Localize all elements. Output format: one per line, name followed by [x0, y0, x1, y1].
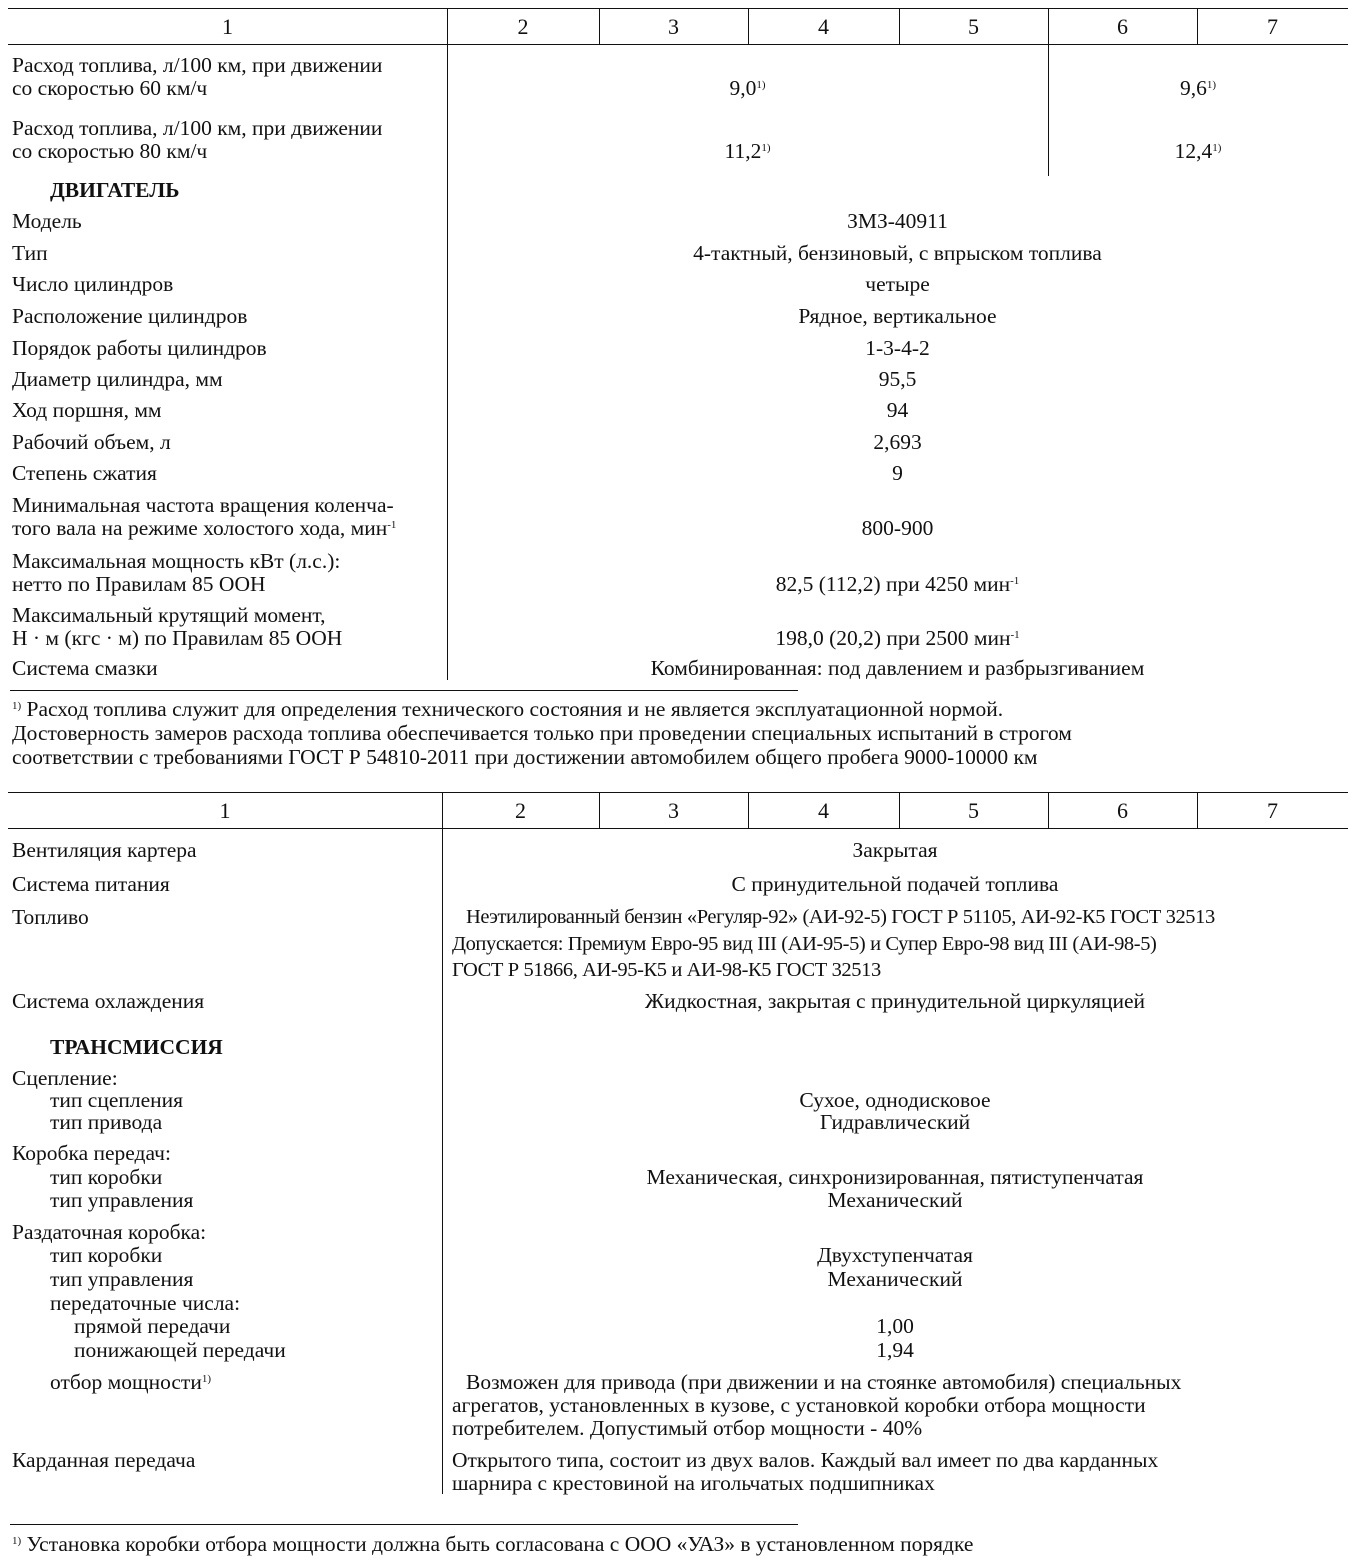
- fuel-80-label-line2: со скоростью 80 км/ч: [12, 139, 208, 163]
- row-gearbox-type-label: тип коробки: [50, 1165, 163, 1189]
- row-transfer-label: Раздаточная коробка:: [12, 1220, 207, 1244]
- row-direct-gear-label: прямой передачи: [74, 1314, 231, 1338]
- row-torque-label-line1: Максимальный крутящий момент,: [12, 603, 326, 627]
- row-displacement-label: Рабочий объем, л: [12, 430, 171, 454]
- row-fuel-value-line1: Неэтилированный бензин «Регуляр-92» (АИ-92-5) ГОСТ Р 51105, АИ-92-К5 ГОСТ 32513: [466, 906, 1215, 928]
- row-fuel-system-value: С принудительной подачей топлива: [731, 872, 1059, 896]
- row-fuel-label: Топливо: [12, 905, 89, 929]
- row-torque-value: 198,0 (20,2) при 2500 мин$^{-1}$: [775, 626, 1020, 650]
- row-fuel-system-label: Система питания: [12, 872, 170, 896]
- col-header-1: 1: [219, 798, 231, 823]
- row-power-label-line2: нетто по Правилам 85 ООН: [12, 572, 266, 596]
- row-clutch-label: Сцепление:: [12, 1066, 118, 1090]
- row-fuel-value-line2: Допускается: Премиум Евро-95 вид III (АИ-95-5) и Супер Евро-98 вид III (АИ-98-5): [452, 933, 1157, 955]
- col-header-1: 1: [222, 14, 233, 39]
- row-fuel-value-line3: ГОСТ Р 51866, АИ-95-К5 и АИ-98-К5 ГОСТ 32513: [452, 959, 881, 981]
- col-header-5: 5: [968, 798, 979, 823]
- col-header-4: 4: [818, 14, 829, 39]
- col-header-3: 3: [668, 798, 679, 823]
- fuel-60-label-line1: Расход топлива, л/100 км, при движении: [12, 53, 383, 77]
- row-clutch-type-value: Сухое, однодисковое: [799, 1088, 991, 1112]
- row-clutch-drive-label: тип привода: [50, 1110, 163, 1134]
- row-power-label-line1: Максимальная мощность кВт (л.с.):: [12, 549, 341, 573]
- footnote-2-rule: [10, 1524, 798, 1525]
- row-cylinders-label: Число цилиндров: [12, 272, 174, 296]
- section-engine-title: ДВИГАТЕЛЬ: [50, 178, 180, 202]
- row-idle-value: 800-900: [861, 516, 934, 540]
- row-idle-label-line1: Минимальная частота вращения коленча-: [12, 493, 394, 517]
- row-displacement-value: 2,693: [873, 430, 922, 454]
- table-2-col-divider: [442, 792, 443, 1494]
- row-pto-label: отбор мощности$^{1)}$: [50, 1370, 211, 1394]
- col-header-4: 4: [818, 798, 829, 823]
- row-cardan-label: Карданная передача: [12, 1448, 196, 1472]
- row-stroke-label: Ход поршня, мм: [12, 398, 162, 422]
- col-header-3: 3: [668, 14, 679, 39]
- section-transmission-title: ТРАНСМИССИЯ: [50, 1035, 223, 1059]
- col-header-7: 7: [1267, 798, 1278, 823]
- row-clutch-type-label: тип сцепления: [50, 1088, 184, 1112]
- row-transfer-control-value: Механический: [827, 1267, 963, 1291]
- row-type-value: 4-тактный, бензиновый, с впрыском топлива: [693, 241, 1102, 265]
- row-ventilation-label: Вентиляция картера: [12, 838, 197, 862]
- row-lubrication-value: Комбинированная: под давлением и разбрызгиванием: [650, 656, 1145, 680]
- row-bore-label: Диаметр цилиндра, мм: [12, 367, 223, 391]
- row-model-value: ЗМЗ-40911: [847, 209, 948, 233]
- fuel-60-value-b: 9,6$^{1)}$: [1179, 76, 1217, 100]
- row-transfer-control-label: тип управления: [50, 1267, 194, 1291]
- fuel-60-value-a: 9,0$^{1)}$: [729, 76, 766, 100]
- row-torque-label-line2: Н · м (кгс · м) по Правилам 85 ООН: [12, 626, 343, 650]
- col-header-6: 6: [1117, 14, 1128, 39]
- footnote-1-rule: [10, 690, 798, 691]
- col-header-5: 5: [968, 14, 979, 39]
- row-cardan-value-line1: Открытого типа, состоит из двух валов. Каждый вал имеет по два карданных: [452, 1448, 1159, 1472]
- row-firing-order-label: Порядок работы цилиндров: [12, 336, 267, 360]
- row-lubrication-label: Система смазки: [12, 656, 158, 680]
- footnote-1-line1: $^{1)}$ Расход топлива служит для определения технического состояния и не является эксплуатационной нормой.: [12, 697, 1004, 721]
- footnote-1-line3: соответствии с требованиями ГОСТ Р 54810-2011 при достижении автомобилем общего пробега 9000-10000 км: [12, 745, 1038, 769]
- row-gearbox-control-value: Механический: [827, 1188, 963, 1212]
- col-header-2: 2: [515, 798, 526, 823]
- row-cardan-value-line2: шарнира с крестовиной на игольчатых подшипниках: [452, 1471, 935, 1495]
- row-direct-gear-value: 1,00: [876, 1314, 914, 1338]
- row-clutch-drive-value: Гидравлический: [819, 1110, 971, 1134]
- row-layout-label: Расположение цилиндров: [12, 304, 248, 328]
- footnote-1-line2: Достоверность замеров расхода топлива обеспечивается только при проведении специальных испытаний в строгом: [12, 721, 1072, 745]
- row-idle-label-line2: того вала на режиме холостого хода, мин$^{-1}$: [12, 516, 397, 540]
- row-transfer-type-label: тип коробки: [50, 1243, 163, 1267]
- row-gearbox-label: Коробка передач:: [12, 1141, 171, 1165]
- fuel-80-label-line1: Расход топлива, л/100 км, при движении: [12, 116, 383, 140]
- row-cooling-label: Система охлаждения: [12, 989, 205, 1013]
- row-pto-value-line3: потребителем. Допустимый отбор мощности - 40%: [452, 1416, 923, 1440]
- row-pto-value-line2: агрегатов, установленных в кузове, с установкой коробки отбора мощности: [452, 1393, 1146, 1417]
- row-ventilation-value: Закрытая: [852, 838, 938, 862]
- row-pto-value-line1: Возможен для привода (при движении и на стоянке автомобиля) специальных: [466, 1370, 1182, 1394]
- row-firing-order-value: 1-3-4-2: [865, 336, 930, 360]
- footnote-2: $^{1)}$ Установка коробки отбора мощности должна быть согласована с ООО «УАЗ» в установленном порядке: [12, 1532, 974, 1556]
- col-header-2: 2: [517, 14, 529, 39]
- row-ratios-label: передаточные числа:: [50, 1291, 241, 1315]
- row-layout-value: Рядное, вертикальное: [798, 304, 997, 328]
- fuel-80-value-a: 11,2$^{1)}$: [724, 139, 771, 163]
- row-bore-value: 95,5: [878, 367, 917, 391]
- col-header-6: 6: [1117, 798, 1128, 823]
- row-type-label: Тип: [12, 241, 48, 265]
- row-power-value: 82,5 (112,2) при 4250 мин$^{-1}$: [775, 572, 1020, 596]
- fuel-60-label-line2: со скоростью 60 км/ч: [12, 76, 208, 100]
- row-model-label: Модель: [12, 209, 82, 233]
- fuel-80-value-b: 12,4$^{1)}$: [1174, 139, 1222, 163]
- row-compression-value: 9: [892, 461, 903, 485]
- row-low-gear-value: 1,94: [876, 1338, 914, 1362]
- row-gearbox-control-label: тип управления: [50, 1188, 194, 1212]
- row-cylinders-value: четыре: [865, 272, 930, 296]
- col-header-7: 7: [1267, 14, 1278, 39]
- row-cooling-value: Жидкостная, закрытая с принудительной циркуляцией: [644, 989, 1146, 1013]
- row-transfer-type-value: Двухступенчатая: [817, 1243, 973, 1267]
- row-stroke-value: 94: [886, 398, 909, 422]
- row-gearbox-type-value: Механическая, синхронизированная, пятиступенчатая: [646, 1165, 1144, 1189]
- row-low-gear-label: понижающей передачи: [74, 1338, 286, 1362]
- row-compression-label: Степень сжатия: [12, 461, 157, 485]
